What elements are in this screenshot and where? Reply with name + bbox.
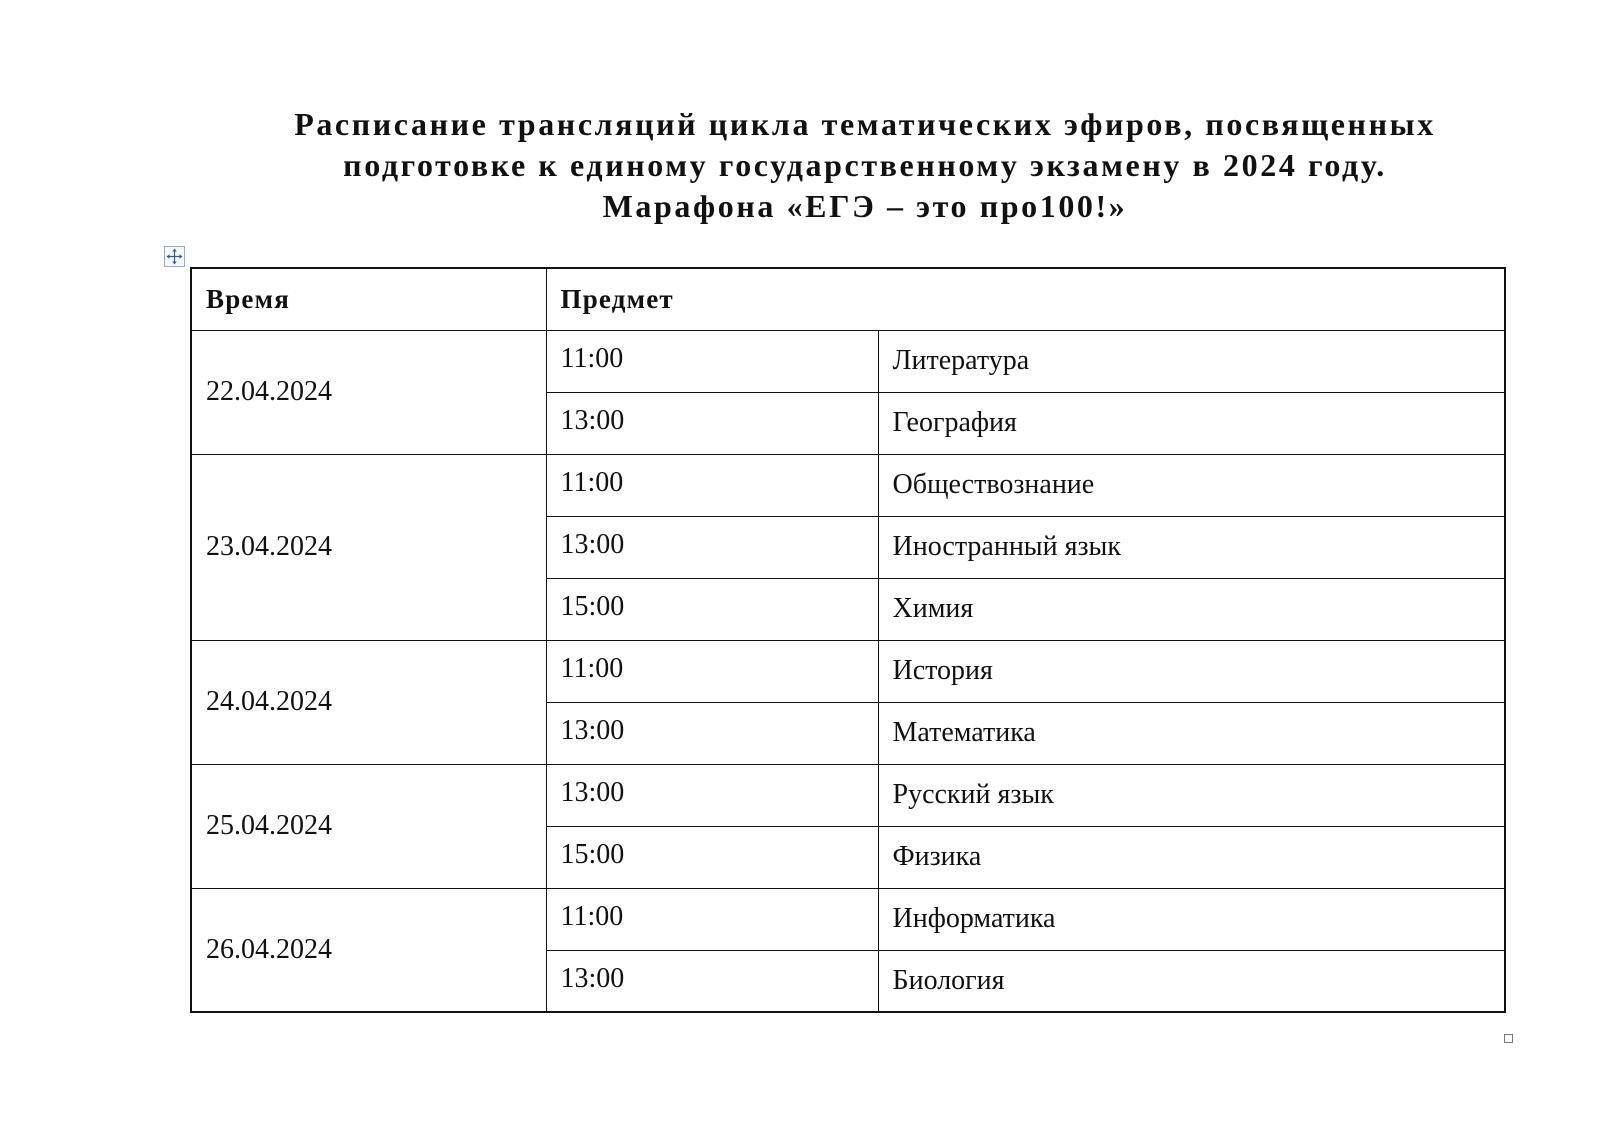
- subject-cell: Обществознание: [878, 454, 1505, 516]
- table-row: [191, 764, 1505, 826]
- date-cell: 24.04.2024: [191, 640, 546, 764]
- table-header-row: [191, 268, 1505, 330]
- title-line-2: подготовке к единому государственному экзамену в 2024 году.: [343, 147, 1387, 183]
- subject-cell: Иностранный язык: [878, 516, 1505, 578]
- header-subject: Предмет: [546, 268, 1505, 330]
- subject-cell: История: [878, 640, 1505, 702]
- table-resize-handle[interactable]: [1504, 1034, 1513, 1043]
- table-row: [191, 330, 1505, 392]
- time-cell: 13:00: [546, 392, 878, 454]
- subject-cell: Информатика: [878, 888, 1505, 950]
- table-move-handle-icon[interactable]: [164, 246, 185, 267]
- time-cell: 11:00: [546, 454, 878, 516]
- table-row: [191, 454, 1505, 516]
- date-cell: 26.04.2024: [191, 888, 546, 1012]
- time-cell: 11:00: [546, 330, 878, 392]
- date-cell: 25.04.2024: [191, 764, 546, 888]
- subject-cell: Биология: [878, 950, 1505, 1012]
- time-cell: 15:00: [546, 826, 878, 888]
- time-cell: 13:00: [546, 950, 878, 1012]
- title-line-1: Расписание трансляций цикла тематических эфиров, посвященных: [294, 106, 1436, 142]
- time-cell: 15:00: [546, 578, 878, 640]
- subject-cell: Физика: [878, 826, 1505, 888]
- document-title: [200, 104, 1530, 227]
- subject-cell: География: [878, 392, 1505, 454]
- subject-cell: Литература: [878, 330, 1505, 392]
- subject-cell: Русский язык: [878, 764, 1505, 826]
- subject-cell: Математика: [878, 702, 1505, 764]
- subject-cell: Химия: [878, 578, 1505, 640]
- date-cell: 23.04.2024: [191, 454, 546, 640]
- time-cell: 11:00: [546, 888, 878, 950]
- header-time: Время: [191, 268, 546, 330]
- time-cell: 11:00: [546, 640, 878, 702]
- schedule-table: [190, 267, 1506, 1013]
- date-cell: 22.04.2024: [191, 330, 546, 454]
- time-cell: 13:00: [546, 516, 878, 578]
- title-line-3: Марафона «ЕГЭ – это про100!»: [602, 188, 1128, 224]
- table-row: [191, 888, 1505, 950]
- time-cell: 13:00: [546, 702, 878, 764]
- table-row: [191, 640, 1505, 702]
- time-cell: 13:00: [546, 764, 878, 826]
